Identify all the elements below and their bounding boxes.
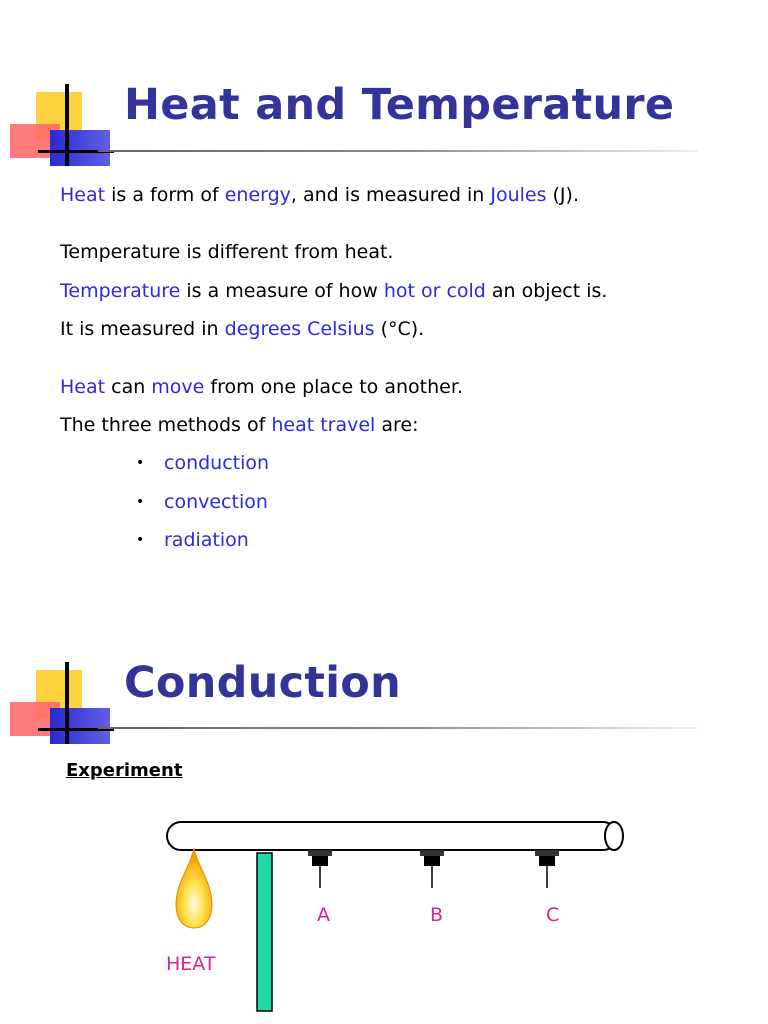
bullet-convection: • convection — [136, 491, 268, 513]
bullet-icon: • — [136, 494, 145, 510]
temperature-difference: Temperature is different from heat. — [60, 241, 394, 263]
heat-travel-methods: The three methods of heat travel are: — [60, 414, 419, 436]
flame-icon — [176, 848, 212, 928]
temperature-units: It is measured in degrees Celsius (°C). — [60, 318, 425, 340]
slide-conduction — [0, 600, 768, 1024]
pin-c-icon — [535, 850, 559, 888]
pin-a-icon — [308, 850, 332, 888]
rod-stand — [257, 853, 272, 1011]
title-rule — [98, 727, 698, 729]
bullet-icon: • — [136, 455, 145, 471]
page-title: Conduction — [124, 658, 402, 708]
bullet-radiation: • radiation — [136, 529, 249, 551]
conduction-experiment-diagram — [150, 810, 640, 1024]
title-rule — [98, 150, 698, 152]
pin-a-label: A — [317, 904, 330, 926]
experiment-label: Experiment — [66, 760, 183, 781]
pin-b-icon — [420, 850, 444, 888]
title-decoration — [10, 658, 120, 768]
heat-label: HEAT — [166, 953, 216, 975]
page-title: Heat and Temperature — [124, 80, 675, 130]
heat-definition: Heat is a form of energy, and is measured in Joules (J). — [60, 184, 579, 206]
title-decoration — [10, 80, 120, 190]
temperature-definition: Temperature is a measure of how hot or cold an object is. — [60, 280, 608, 302]
metal-rod — [167, 822, 623, 850]
pin-b-label: B — [430, 904, 444, 926]
heat-movement: Heat can move from one place to another. — [60, 376, 463, 398]
bullet-icon: • — [136, 532, 145, 548]
bullet-conduction: • conduction — [136, 452, 270, 474]
pin-c-label: C — [546, 904, 560, 926]
